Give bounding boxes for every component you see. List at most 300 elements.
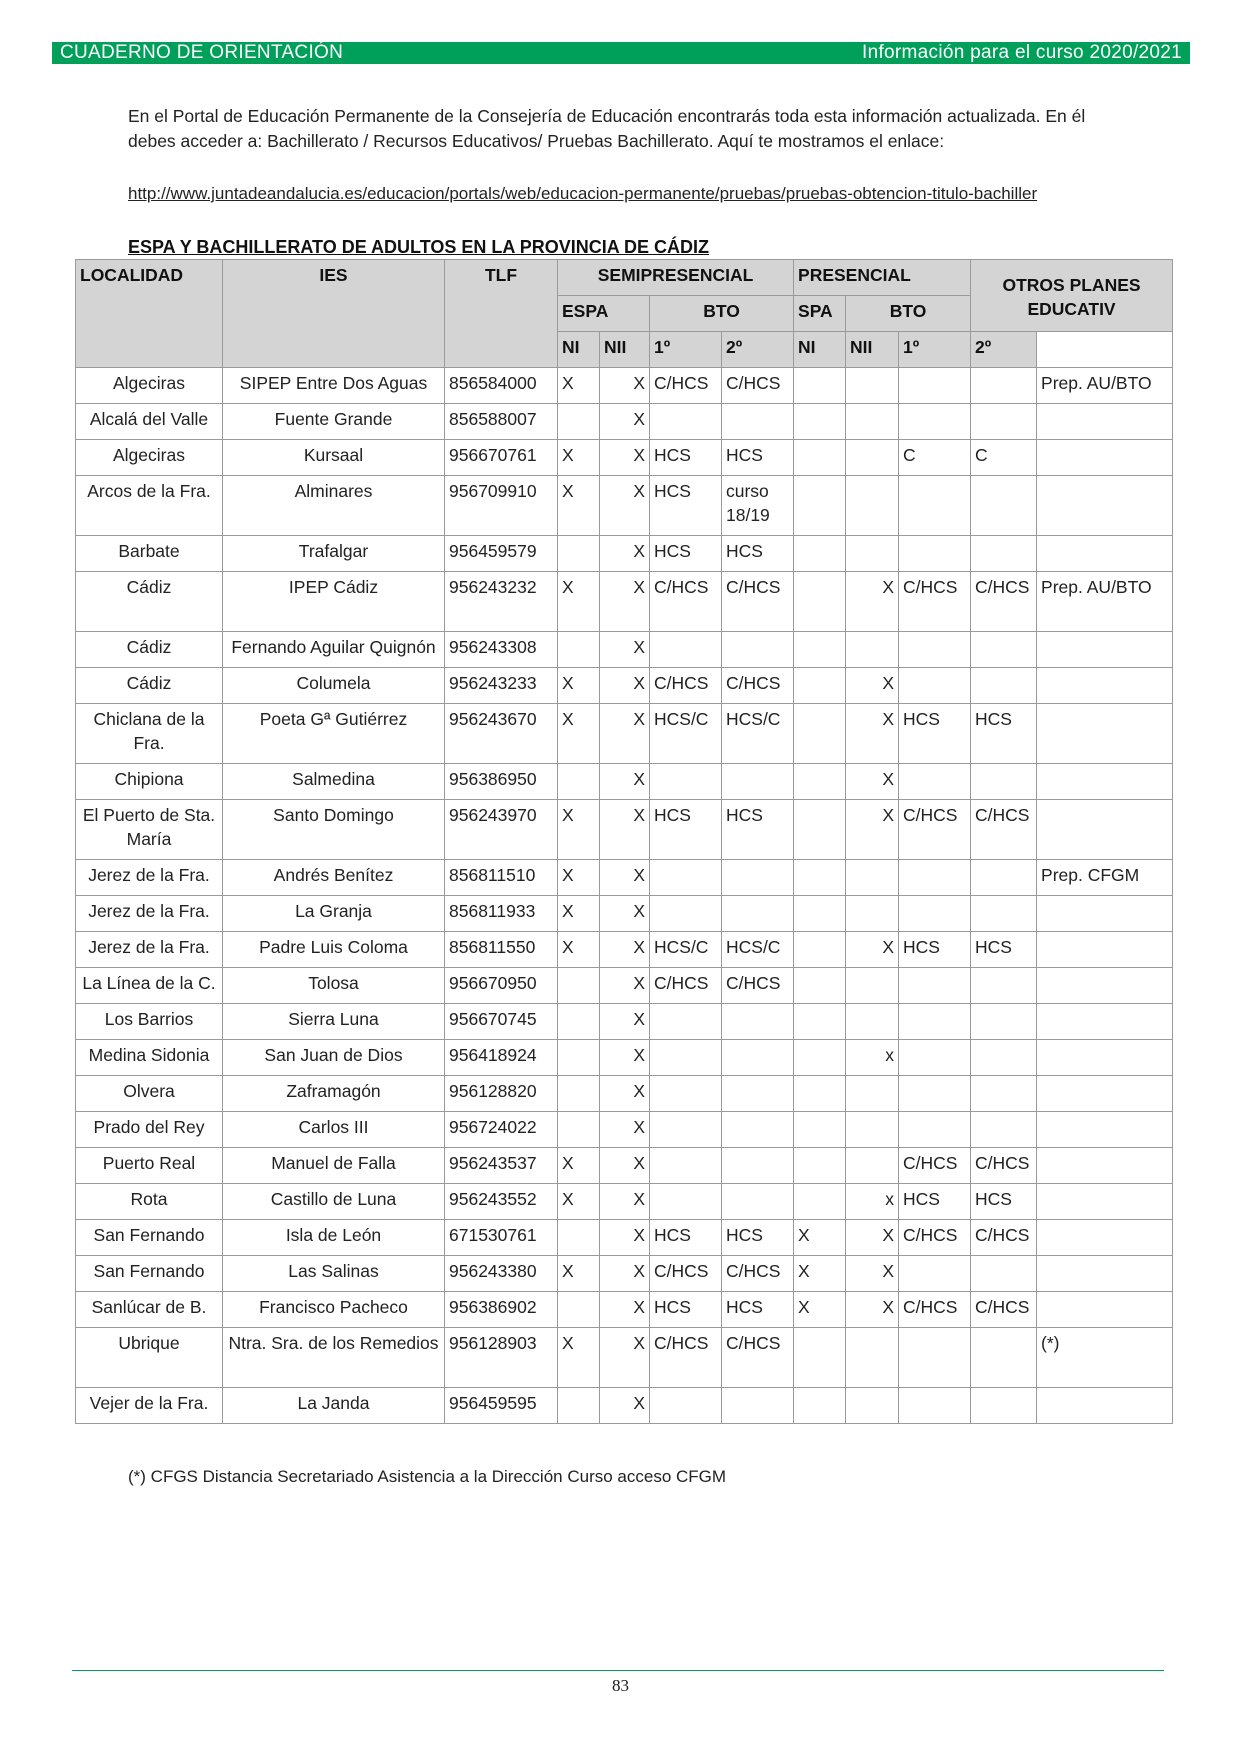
semi-nii-cell: X — [600, 1184, 650, 1220]
ies-cell: IPEP Cádiz — [223, 572, 445, 632]
header-otros-blank — [1037, 332, 1173, 368]
semi-nii-cell: X — [600, 1292, 650, 1328]
localidad-cell: La Línea de la C. — [76, 968, 223, 1004]
otros-planes-cell — [1037, 932, 1173, 968]
header-pres-second: 2º — [971, 332, 1037, 368]
ies-cell: SIPEP Entre Dos Aguas — [223, 368, 445, 404]
semi-bto2-cell: C/HCS — [722, 1256, 794, 1292]
tlf-cell: 956724022 — [445, 1112, 558, 1148]
otros-planes-cell — [1037, 1256, 1173, 1292]
pres-ni-cell — [794, 896, 846, 932]
tlf-cell: 956670761 — [445, 440, 558, 476]
table-row — [76, 368, 1173, 404]
semi-ni-cell: X — [558, 1184, 600, 1220]
pres-bto1-cell — [899, 632, 971, 668]
pres-ni-cell — [794, 632, 846, 668]
semi-nii-cell: X — [600, 536, 650, 572]
localidad-cell: Cádiz — [76, 668, 223, 704]
pres-nii-cell — [846, 1328, 899, 1388]
ies-cell: Trafalgar — [223, 536, 445, 572]
localidad-cell: Los Barrios — [76, 1004, 223, 1040]
pres-ni-cell — [794, 368, 846, 404]
semi-bto1-cell: HCS — [650, 1220, 722, 1256]
header-ies: IES — [223, 260, 445, 368]
table-row — [76, 1328, 1173, 1388]
semi-nii-cell: X — [600, 404, 650, 440]
header-otros-planes: OTROS PLANES EDUCATIV — [971, 260, 1173, 332]
semi-bto2-cell — [722, 1184, 794, 1220]
tlf-cell: 956243970 — [445, 800, 558, 860]
pres-nii-cell: x — [846, 1184, 899, 1220]
tlf-cell: 956243552 — [445, 1184, 558, 1220]
ies-cell: Poeta Gª Gutiérrez — [223, 704, 445, 764]
semi-bto1-cell: C/HCS — [650, 968, 722, 1004]
table-row — [76, 440, 1173, 476]
pres-bto2-cell: C/HCS — [971, 1220, 1037, 1256]
pres-nii-cell — [846, 632, 899, 668]
table-row — [76, 1112, 1173, 1148]
pres-nii-cell: X — [846, 1256, 899, 1292]
semi-bto1-cell: HCS/C — [650, 932, 722, 968]
pres-bto1-cell — [899, 1388, 971, 1424]
ies-cell: Ntra. Sra. de los Remedios — [223, 1328, 445, 1388]
ies-cell: Manuel de Falla — [223, 1148, 445, 1184]
semi-bto2-cell — [722, 1148, 794, 1184]
semi-bto2-cell: C/HCS — [722, 1328, 794, 1388]
otros-planes-cell — [1037, 1220, 1173, 1256]
semi-bto1-cell: C/HCS — [650, 572, 722, 632]
ies-cell: La Janda — [223, 1388, 445, 1424]
localidad-cell: Cádiz — [76, 572, 223, 632]
ies-cell: Francisco Pacheco — [223, 1292, 445, 1328]
table-row — [76, 668, 1173, 704]
pres-nii-cell: X — [846, 1220, 899, 1256]
otros-planes-cell — [1037, 1292, 1173, 1328]
semi-bto1-cell — [650, 896, 722, 932]
semi-bto1-cell — [650, 1148, 722, 1184]
pres-bto2-cell — [971, 632, 1037, 668]
pres-nii-cell: X — [846, 704, 899, 764]
semi-ni-cell: X — [558, 368, 600, 404]
otros-planes-cell — [1037, 1040, 1173, 1076]
table-row — [76, 404, 1173, 440]
tlf-cell: 956243308 — [445, 632, 558, 668]
semi-bto2-cell: HCS — [722, 440, 794, 476]
table-body — [76, 368, 1173, 1424]
ies-cell: San Juan de Dios — [223, 1040, 445, 1076]
pres-bto1-cell — [899, 404, 971, 440]
semi-ni-cell — [558, 1004, 600, 1040]
pres-bto2-cell: C — [971, 440, 1037, 476]
semi-nii-cell: X — [600, 800, 650, 860]
pres-nii-cell: x — [846, 1040, 899, 1076]
pres-ni-cell — [794, 1076, 846, 1112]
pres-bto2-cell: C/HCS — [971, 1292, 1037, 1328]
ies-cell: Isla de León — [223, 1220, 445, 1256]
localidad-cell: Cádiz — [76, 632, 223, 668]
pres-bto1-cell — [899, 764, 971, 800]
semi-nii-cell: X — [600, 668, 650, 704]
pres-bto1-cell: C/HCS — [899, 1220, 971, 1256]
table-row — [76, 932, 1173, 968]
localidad-cell: Olvera — [76, 1076, 223, 1112]
otros-planes-cell — [1037, 1076, 1173, 1112]
pres-bto1-cell — [899, 1256, 971, 1292]
pres-bto1-cell: C/HCS — [899, 800, 971, 860]
localidad-cell: Vejer de la Fra. — [76, 1388, 223, 1424]
pres-bto1-cell: C — [899, 440, 971, 476]
semi-bto1-cell: HCS — [650, 536, 722, 572]
header-pres-nii: NII — [846, 332, 899, 368]
pres-nii-cell — [846, 896, 899, 932]
ies-cell: Castillo de Luna — [223, 1184, 445, 1220]
otros-planes-cell — [1037, 476, 1173, 536]
semi-bto2-cell: C/HCS — [722, 668, 794, 704]
semi-nii-cell: X — [600, 368, 650, 404]
localidad-cell: Algeciras — [76, 440, 223, 476]
pres-bto2-cell: C/HCS — [971, 1148, 1037, 1184]
semi-bto2-cell: HCS — [722, 1220, 794, 1256]
tlf-cell: 956243232 — [445, 572, 558, 632]
pres-bto2-cell: HCS — [971, 1184, 1037, 1220]
tlf-cell: 856588007 — [445, 404, 558, 440]
pres-bto2-cell — [971, 1076, 1037, 1112]
pres-bto1-cell — [899, 668, 971, 704]
pres-nii-cell — [846, 476, 899, 536]
semi-bto2-cell — [722, 404, 794, 440]
pres-bto1-cell — [899, 1328, 971, 1388]
semi-bto2-cell: C/HCS — [722, 968, 794, 1004]
pres-nii-cell — [846, 536, 899, 572]
semi-bto2-cell: HCS — [722, 1292, 794, 1328]
header-espa: ESPA — [558, 296, 650, 332]
pres-bto1-cell: HCS — [899, 932, 971, 968]
otros-planes-cell — [1037, 1004, 1173, 1040]
ies-cell: Tolosa — [223, 968, 445, 1004]
pres-nii-cell — [846, 1388, 899, 1424]
pres-bto2-cell — [971, 404, 1037, 440]
header-right-title: Información para el curso 2020/2021 — [862, 42, 1182, 63]
pres-ni-cell — [794, 536, 846, 572]
ies-cell: Fuente Grande — [223, 404, 445, 440]
tlf-cell: 956243233 — [445, 668, 558, 704]
pres-bto2-cell — [971, 536, 1037, 572]
localidad-cell: Jerez de la Fra. — [76, 932, 223, 968]
semi-bto2-cell: HCS — [722, 800, 794, 860]
semi-nii-cell: X — [600, 968, 650, 1004]
otros-planes-cell: Prep. AU/BTO — [1037, 572, 1173, 632]
semi-nii-cell: X — [600, 1112, 650, 1148]
header-pres-bto: BTO — [846, 296, 971, 332]
pres-ni-cell: X — [794, 1220, 846, 1256]
semi-nii-cell: X — [600, 1040, 650, 1076]
pres-nii-cell — [846, 1148, 899, 1184]
pres-ni-cell — [794, 440, 846, 476]
tlf-cell: 956243380 — [445, 1256, 558, 1292]
semi-bto2-cell — [722, 896, 794, 932]
tlf-cell: 856811933 — [445, 896, 558, 932]
semi-nii-cell: X — [600, 1388, 650, 1424]
table-row — [76, 896, 1173, 932]
localidad-cell: Rota — [76, 1184, 223, 1220]
pres-nii-cell — [846, 404, 899, 440]
localidad-cell: Prado del Rey — [76, 1112, 223, 1148]
table-row — [76, 1148, 1173, 1184]
page-header-banner — [52, 42, 1190, 64]
semi-nii-cell: X — [600, 1328, 650, 1388]
tlf-cell: 856811510 — [445, 860, 558, 896]
semi-bto2-cell — [722, 1388, 794, 1424]
pres-ni-cell — [794, 764, 846, 800]
otros-planes-cell — [1037, 800, 1173, 860]
semi-bto1-cell: HCS — [650, 440, 722, 476]
pres-bto2-cell — [971, 1328, 1037, 1388]
semi-bto1-cell: C/HCS — [650, 368, 722, 404]
localidad-cell: Ubrique — [76, 1328, 223, 1388]
pres-bto1-cell: HCS — [899, 1184, 971, 1220]
tlf-cell: 671530761 — [445, 1220, 558, 1256]
semi-bto2-cell: HCS/C — [722, 704, 794, 764]
localidad-cell: Sanlúcar de B. — [76, 1292, 223, 1328]
otros-planes-cell — [1037, 968, 1173, 1004]
semi-nii-cell: X — [600, 896, 650, 932]
semi-ni-cell — [558, 404, 600, 440]
semi-bto1-cell: HCS — [650, 1292, 722, 1328]
tlf-cell: 956459579 — [445, 536, 558, 572]
pres-bto1-cell — [899, 860, 971, 896]
pres-bto1-cell — [899, 896, 971, 932]
otros-planes-cell — [1037, 1184, 1173, 1220]
pres-bto1-cell: HCS — [899, 704, 971, 764]
table-row — [76, 1184, 1173, 1220]
pres-bto2-cell: HCS — [971, 932, 1037, 968]
table-row — [76, 1256, 1173, 1292]
header-localidad: LOCALIDAD — [76, 260, 223, 368]
semi-ni-cell — [558, 632, 600, 668]
pres-bto1-cell — [899, 1040, 971, 1076]
pres-ni-cell — [794, 1004, 846, 1040]
pres-bto2-cell — [971, 1004, 1037, 1040]
pres-ni-cell — [794, 476, 846, 536]
semi-bto1-cell — [650, 860, 722, 896]
tlf-cell: 956386950 — [445, 764, 558, 800]
pres-bto2-cell: C/HCS — [971, 572, 1037, 632]
semi-bto2-cell: C/HCS — [722, 368, 794, 404]
semi-ni-cell: X — [558, 440, 600, 476]
pres-nii-cell — [846, 1004, 899, 1040]
semi-nii-cell: X — [600, 440, 650, 476]
tlf-cell: 956128903 — [445, 1328, 558, 1388]
otros-planes-cell — [1037, 536, 1173, 572]
pres-bto2-cell — [971, 1040, 1037, 1076]
semi-nii-cell: X — [600, 1148, 650, 1184]
ies-cell: Columela — [223, 668, 445, 704]
tlf-cell: 856584000 — [445, 368, 558, 404]
semi-bto2-cell — [722, 1004, 794, 1040]
pres-ni-cell — [794, 932, 846, 968]
pres-bto1-cell: C/HCS — [899, 1148, 971, 1184]
semi-ni-cell — [558, 536, 600, 572]
semi-bto1-cell: C/HCS — [650, 1328, 722, 1388]
semi-bto2-cell: HCS — [722, 536, 794, 572]
header-semi-ni: NI — [558, 332, 600, 368]
pres-ni-cell — [794, 1148, 846, 1184]
semi-ni-cell: X — [558, 1148, 600, 1184]
semi-bto2-cell — [722, 764, 794, 800]
semi-bto1-cell — [650, 404, 722, 440]
semi-bto1-cell — [650, 1040, 722, 1076]
pres-bto1-cell — [899, 968, 971, 1004]
semi-ni-cell — [558, 1112, 600, 1148]
header-presencial: PRESENCIAL — [794, 260, 971, 296]
semi-ni-cell: X — [558, 704, 600, 764]
semi-bto1-cell: HCS — [650, 476, 722, 536]
centers-table — [75, 259, 1173, 1424]
pres-ni-cell — [794, 1184, 846, 1220]
pres-bto2-cell: C/HCS — [971, 800, 1037, 860]
localidad-cell: El Puerto de Sta. María — [76, 800, 223, 860]
semi-nii-cell: X — [600, 704, 650, 764]
pres-ni-cell — [794, 704, 846, 764]
table-row — [76, 764, 1173, 800]
table-row — [76, 1004, 1173, 1040]
tlf-cell: 956418924 — [445, 1040, 558, 1076]
semi-nii-cell: X — [600, 1076, 650, 1112]
otros-planes-cell — [1037, 1148, 1173, 1184]
semi-bto2-cell: C/HCS — [722, 572, 794, 632]
ies-cell: Kursaal — [223, 440, 445, 476]
semi-bto2-cell — [722, 1112, 794, 1148]
tlf-cell: 956128820 — [445, 1076, 558, 1112]
semi-nii-cell: X — [600, 572, 650, 632]
tlf-cell: 956709910 — [445, 476, 558, 536]
table-row — [76, 1388, 1173, 1424]
pres-ni-cell — [794, 800, 846, 860]
semi-ni-cell: X — [558, 932, 600, 968]
footer-divider — [72, 1670, 1164, 1671]
localidad-cell: Barbate — [76, 536, 223, 572]
pres-nii-cell — [846, 368, 899, 404]
localidad-cell: Puerto Real — [76, 1148, 223, 1184]
semi-ni-cell: X — [558, 860, 600, 896]
semi-bto2-cell: curso 18/19 — [722, 476, 794, 536]
semi-bto1-cell — [650, 764, 722, 800]
pres-bto2-cell — [971, 368, 1037, 404]
tlf-cell: 856811550 — [445, 932, 558, 968]
pres-ni-cell — [794, 968, 846, 1004]
table-row — [76, 476, 1173, 536]
semi-nii-cell: X — [600, 860, 650, 896]
portal-link[interactable]: http://www.juntadeandalucia.es/educacion/portals/web/educacion-permanente/pruebas/pruebas-obtencion-titulo-bachiller — [128, 184, 1038, 203]
page-number: 83 — [612, 1676, 629, 1695]
semi-bto1-cell — [650, 1112, 722, 1148]
header-pres-first: 1º — [899, 332, 971, 368]
localidad-cell: Jerez de la Fra. — [76, 896, 223, 932]
pres-bto1-cell — [899, 1112, 971, 1148]
table-row — [76, 1076, 1173, 1112]
header-semi-nii: NII — [600, 332, 650, 368]
ies-cell: Zaframagón — [223, 1076, 445, 1112]
pres-nii-cell: X — [846, 668, 899, 704]
pres-bto1-cell — [899, 1004, 971, 1040]
table-row — [76, 1040, 1173, 1076]
semi-bto2-cell — [722, 1040, 794, 1076]
table-row — [76, 632, 1173, 668]
pres-nii-cell — [846, 1076, 899, 1112]
otros-planes-cell — [1037, 632, 1173, 668]
otros-planes-cell — [1037, 1388, 1173, 1424]
pres-nii-cell: X — [846, 1292, 899, 1328]
header-tlf: TLF — [445, 260, 558, 368]
tlf-cell: 956243537 — [445, 1148, 558, 1184]
ies-cell: Padre Luis Coloma — [223, 932, 445, 968]
pres-bto2-cell — [971, 1388, 1037, 1424]
pres-ni-cell — [794, 668, 846, 704]
semi-nii-cell: X — [600, 1220, 650, 1256]
tlf-cell: 956670745 — [445, 1004, 558, 1040]
semi-nii-cell: X — [600, 632, 650, 668]
pres-nii-cell — [846, 968, 899, 1004]
pres-nii-cell: X — [846, 800, 899, 860]
semi-bto2-cell: HCS/C — [722, 932, 794, 968]
table-row — [76, 968, 1173, 1004]
pres-bto2-cell — [971, 668, 1037, 704]
table-row — [76, 536, 1173, 572]
header-spa: SPA — [794, 296, 846, 332]
semi-ni-cell: X — [558, 476, 600, 536]
semi-ni-cell — [558, 764, 600, 800]
pres-bto1-cell — [899, 476, 971, 536]
semi-ni-cell — [558, 968, 600, 1004]
pres-bto2-cell — [971, 1112, 1037, 1148]
tlf-cell: 956243670 — [445, 704, 558, 764]
semi-ni-cell — [558, 1292, 600, 1328]
pres-bto2-cell — [971, 968, 1037, 1004]
pres-bto1-cell — [899, 536, 971, 572]
header-semi-bto: BTO — [650, 296, 794, 332]
pres-bto2-cell — [971, 764, 1037, 800]
pres-ni-cell — [794, 1112, 846, 1148]
localidad-cell: Chiclana de la Fra. — [76, 704, 223, 764]
otros-planes-cell — [1037, 404, 1173, 440]
pres-nii-cell — [846, 1112, 899, 1148]
header-semi-second: 2º — [722, 332, 794, 368]
semi-nii-cell: X — [600, 932, 650, 968]
otros-planes-cell — [1037, 440, 1173, 476]
table-row — [76, 860, 1173, 896]
pres-ni-cell — [794, 1388, 846, 1424]
semi-bto1-cell: HCS/C — [650, 704, 722, 764]
semi-bto1-cell: C/HCS — [650, 668, 722, 704]
semi-bto1-cell — [650, 1388, 722, 1424]
localidad-cell: Alcalá del Valle — [76, 404, 223, 440]
semi-bto2-cell — [722, 632, 794, 668]
pres-nii-cell: X — [846, 764, 899, 800]
semi-nii-cell: X — [600, 476, 650, 536]
tlf-cell: 956386902 — [445, 1292, 558, 1328]
table-row — [76, 1220, 1173, 1256]
semi-bto1-cell — [650, 1076, 722, 1112]
pres-nii-cell: X — [846, 932, 899, 968]
localidad-cell: Medina Sidonia — [76, 1040, 223, 1076]
semi-ni-cell: X — [558, 1328, 600, 1388]
semi-ni-cell: X — [558, 572, 600, 632]
pres-bto1-cell — [899, 368, 971, 404]
semi-ni-cell — [558, 1076, 600, 1112]
pres-bto2-cell — [971, 476, 1037, 536]
pres-ni-cell — [794, 860, 846, 896]
semi-ni-cell — [558, 1220, 600, 1256]
